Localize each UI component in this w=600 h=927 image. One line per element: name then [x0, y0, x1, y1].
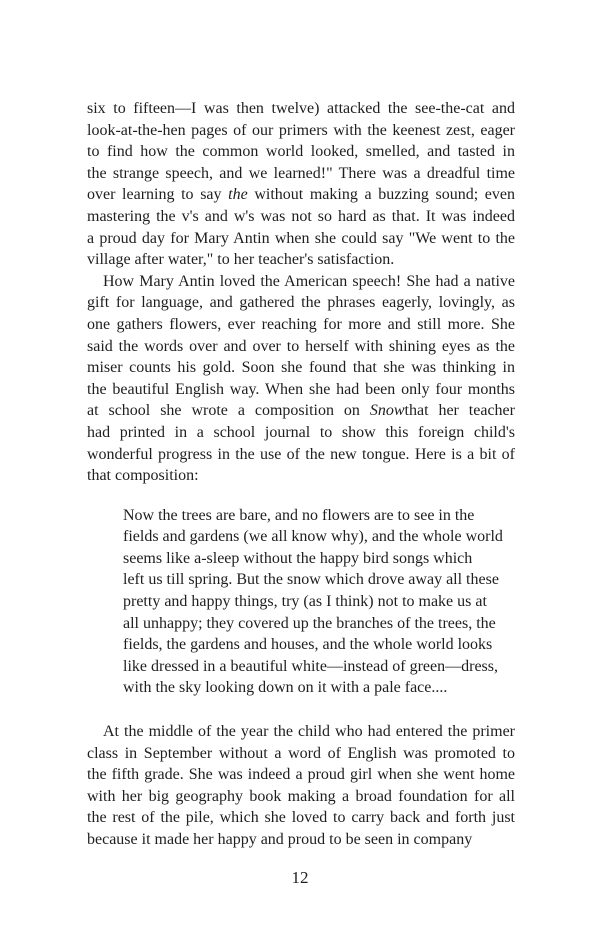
text-line: the fifth grade. She was indeed a proud girl when she went home	[87, 766, 515, 784]
text-line: the rest of the pile, which she loved to carry back and forth just	[87, 809, 515, 827]
quote-line: all unhappy; they covered up the branches of the trees, the	[123, 614, 496, 632]
text-line: with her big geography book making a broad foundation for all	[87, 787, 515, 805]
text-line: gift for language, and gathered the phrases eagerly, lovingly, as	[87, 294, 515, 312]
text-line: mastering the v's and w's was not so hard as that. It was indeed	[87, 207, 515, 225]
paragraph-1	[87, 98, 515, 271]
text-fragment: without making a buzzing sound; even	[247, 186, 515, 204]
text-line: At the middle of the year the child who had entered the primer	[103, 723, 515, 741]
emphasis-the: the	[228, 186, 248, 204]
text-line: miser counts his gold. Soon she found that she was thinking in	[87, 359, 515, 377]
text-line: one gathers flowers, ever reaching for more and still more. She	[87, 315, 515, 333]
quote-line: with the sky looking down on it with a pale face....	[123, 679, 448, 697]
quote-line: like dressed in a beautiful white—instead of green—dress,	[123, 657, 498, 675]
text-line: that composition:	[87, 467, 199, 485]
text-line: a proud day for Mary Antin when she could say "We went to the	[87, 229, 515, 247]
text-line: said the words over and over to herself with shining eyes as the	[87, 337, 515, 355]
paragraph-3	[87, 721, 515, 851]
text-line: the beautiful English way. When she had been only four months	[87, 380, 515, 398]
text-line: because it made her happy and proud to be seen in company	[87, 831, 473, 848]
text-line: the strange speech, and we learned!" There was a dreadful time	[87, 164, 515, 182]
text-line: to find how the common world looked, smelled, and tasted in	[87, 143, 515, 161]
paragraph-2	[87, 271, 515, 487]
text-line: village after water," to her teacher's satisfaction.	[87, 251, 395, 269]
quote-line: fields, the gardens and houses, and the whole world looks	[123, 636, 493, 654]
quote-line: fields and gardens (we all know why), and the whole world	[123, 528, 503, 546]
quote-line: left us till spring. But the snow which drove away all these	[123, 571, 499, 589]
text-line: wonderful progress in the use of the new tongue. Here is a bit of	[87, 445, 515, 463]
quote-line: seems like a-sleep without the happy bird songs which	[123, 549, 473, 567]
emphasis-snow: Snow	[369, 402, 405, 420]
quote-line: Now the trees are bare, and no flowers are to see in the	[123, 506, 475, 524]
text-line: How Mary Antin loved the American speech! She had a native	[103, 272, 515, 290]
text-line	[87, 184, 515, 206]
text-line: look-at-the-hen pages of our primers with the keenest zest, eager	[87, 121, 515, 139]
text-fragment: that her teacher	[404, 402, 515, 420]
page-number: 12	[291, 868, 309, 887]
text-line: had printed in a school journal to show this foreign child's	[87, 423, 515, 441]
page-body	[87, 98, 515, 851]
quote-line: pretty and happy things, try (as I think) not to make us at	[123, 593, 487, 611]
text-fragment: at school she wrote a composition on	[87, 402, 370, 420]
block-quote	[123, 505, 515, 699]
text-line: six to fifteen—I was then twelve) attacked the see-the-cat and	[87, 100, 515, 117]
text-line: class in September without a word of English was promoted to	[87, 744, 515, 762]
text-line	[87, 400, 515, 422]
text-fragment: over learning to say	[87, 186, 229, 204]
